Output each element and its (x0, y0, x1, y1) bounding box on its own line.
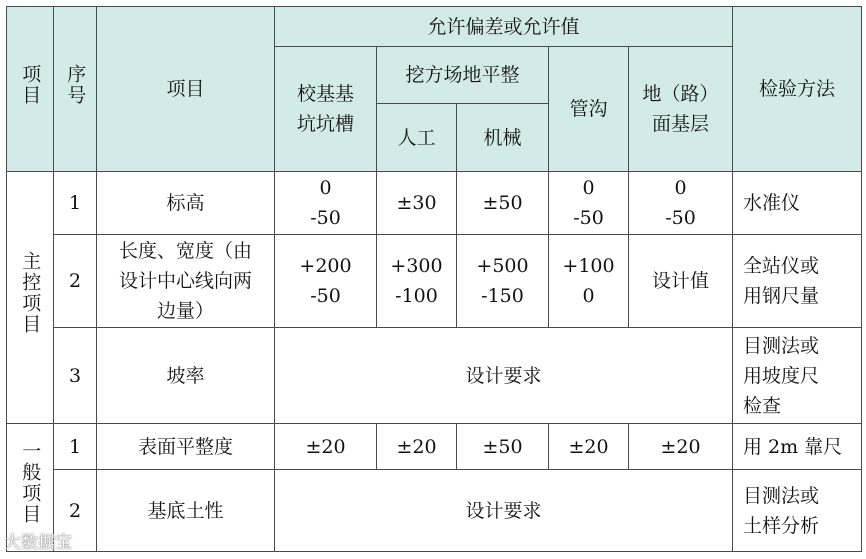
inspection-table (6, 6, 862, 552)
trench-cell: ±20 (549, 424, 629, 470)
header-leveling: 挖方场地平整 (377, 47, 549, 104)
machine-cell: ±50 (457, 424, 549, 470)
method-cell: 目测法或 土样分析 (733, 470, 862, 552)
table-row (7, 235, 862, 328)
seq-cell: 2 (54, 235, 97, 328)
seq-cell: 1 (54, 424, 97, 470)
seq-cell: 2 (54, 470, 97, 552)
group-main: 主控项目 (7, 172, 54, 424)
group-general: 一般项目 (7, 424, 54, 552)
item-cell: 标高 (97, 172, 275, 235)
header-seq: 序号 (54, 7, 97, 172)
table-row (7, 172, 862, 235)
method-cell: 目测法或 用坡度尺 检查 (733, 328, 862, 424)
road-cell: ±20 (629, 424, 733, 470)
pit-cell: ±20 (275, 424, 377, 470)
manual-cell: ±30 (377, 172, 457, 235)
table-row (7, 328, 862, 424)
header-deviation: 允许偏差或允许值 (275, 7, 733, 47)
machine-cell: +500 -150 (457, 235, 549, 328)
manual-cell: ±20 (377, 424, 457, 470)
header-category: 项目 (7, 7, 54, 172)
item-cell: 表面平整度 (97, 424, 275, 470)
road-cell: 0 -50 (629, 172, 733, 235)
item-cell: 基底土性 (97, 470, 275, 552)
table-row (7, 470, 862, 552)
trench-cell: +100 0 (549, 235, 629, 328)
trench-cell: 0 -50 (549, 172, 629, 235)
item-cell: 长度、宽度（由 设计中心线向两 边量） (97, 235, 275, 328)
item-cell: 坡率 (97, 328, 275, 424)
merged-requirement-cell: 设计要求 (275, 328, 733, 424)
watermark-text: 大数据宝 (4, 533, 72, 553)
method-cell: 用 2m 靠尺 (733, 424, 862, 470)
seq-cell: 1 (54, 172, 97, 235)
method-cell: 全站仪或 用钢尺量 (733, 235, 862, 328)
seq-cell: 3 (54, 328, 97, 424)
table-row (7, 424, 862, 470)
road-cell: 设计值 (629, 235, 733, 328)
header-item: 项目 (97, 7, 275, 172)
machine-cell: ±50 (457, 172, 549, 235)
manual-cell: +300 -100 (377, 235, 457, 328)
header-pit: 校基基 坑坑槽 (275, 47, 377, 172)
header-machine: 机械 (457, 104, 549, 172)
method-cell: 水准仪 (733, 172, 862, 235)
header-method: 检验方法 (733, 7, 862, 172)
pit-cell: +200 -50 (275, 235, 377, 328)
header-manual: 人工 (377, 104, 457, 172)
header-road: 地（路） 面基层 (629, 47, 733, 172)
merged-requirement-cell: 设计要求 (275, 470, 733, 552)
header-trench: 管沟 (549, 47, 629, 172)
pit-cell: 0 -50 (275, 172, 377, 235)
